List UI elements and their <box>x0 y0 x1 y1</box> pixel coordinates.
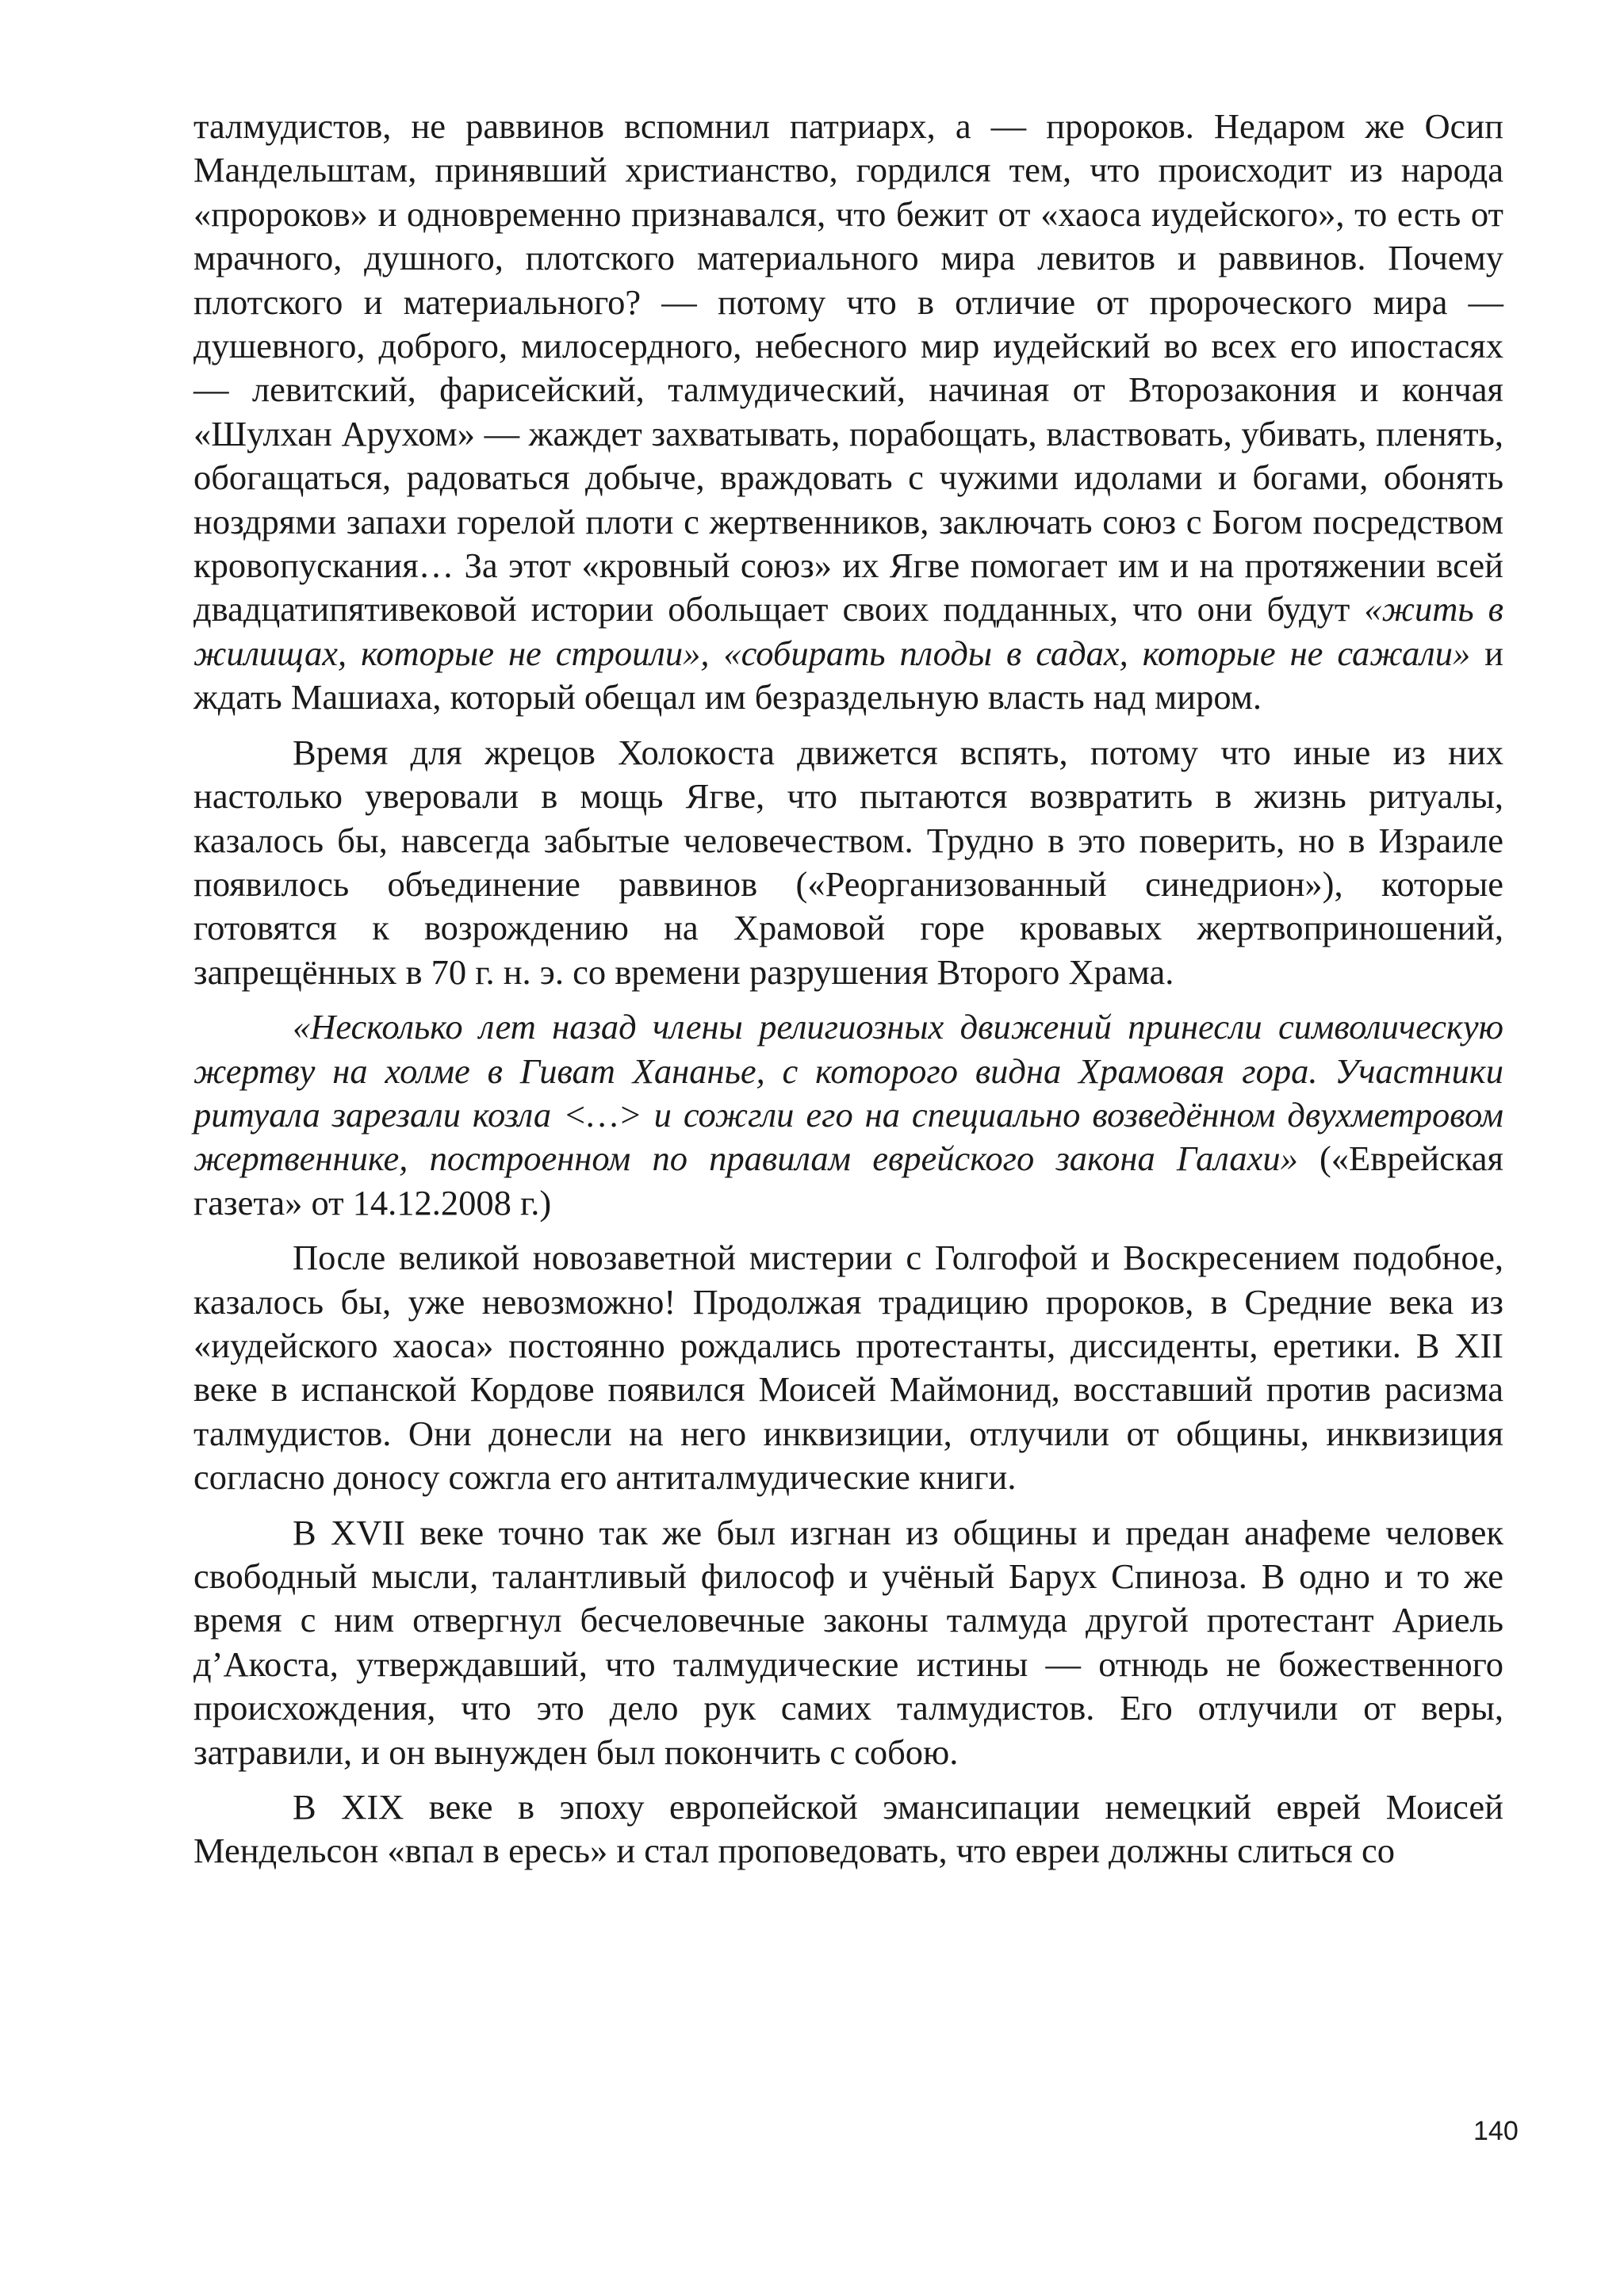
paragraph-3-quotation <box>193 1005 1503 1225</box>
paragraph-1 <box>193 105 1503 720</box>
page-body <box>193 105 1503 1885</box>
paragraph-1-text-start: талмудистов, не раввинов вспомнил патриарх, а — пророков. Недаром же Осип Мандельштам, принявший христианство, гордился тем, что происходит из народа «пророков» и одновременно признавался, что бежит от «хаоса иудейского», то есть от мрачного, душного, плотского материального мира левитов и раввинов. Почему плотского и материального? — потому что в отличие от пророческого мира — душевного, доброго, милосердного, небесного мир иудейский во всех его ипостасях — левитский, фарисейский, талмудический, начиная от Второзакония и кончая «Шулхан Арухом» — жаждет захватывать, порабощать, властвовать, убивать, пленять, обогащаться, радоваться добыче, враждовать с чужими идолами и богами, обонять ноздрями запахи горелой плоти с жертвенников, заключать союз с Богом посредством кровопускания… За этот «кровный союз» их Ягве помогает им и на протяжении всей двадцатипятивековой истории обольщает своих подданных, что они будут <box>193 106 1503 629</box>
paragraph-5: В XVII веке точно так же был изгнан из общины и предан анафеме человек свободный мысли, талантливый философ и учёный Барух Спиноза. В одно и то же время с ним отвергнул бесчеловечные законы талмуда другой протестант Ариель д’Акоста, утверждавший, что талмудические истины — отнюдь не божественного происхождения, что это дело рук самих талмудистов. Его отлучили от веры, затравили, и он вынужден был покончить с собою. <box>193 1512 1503 1772</box>
paragraph-6: В XIX веке в эпоху европейской эмансипации немецкий еврей Моисей Мендельсон «впал в ересь» и стал проповедовать, что евреи должны слиться со <box>193 1787 1503 1871</box>
paragraph-2: Время для жрецов Холокоста движется вспять, потому что иные из них настолько уверовали в мощь Ягве, что пытаются возвратить в жизнь ритуалы, казалось бы, навсегда забытые человечеством. Трудно в это поверить, но в Израиле появилось объединение раввинов («Реорганизованный синедрион»), которые готовятся к возрождению на Храмовой горе кровавых жертвоприношений, запрещённых в 70 г. н. э. со времени разрушения Второго Храма. <box>193 732 1503 992</box>
quote-source: («Еврейская газета» от 14.12.2008 г.) <box>193 1138 1503 1223</box>
page-number: 140 <box>1473 2116 1519 2146</box>
paragraph-1-quote: «жить в жилищах, которые не строили», «собирать плоды в садах, которые не сажали» <box>193 589 1503 673</box>
paragraph-4: После великой новозаветной мистерии с Голгофой и Воскресением подобное, казалось бы, уже невозможно! Продолжая традицию пророков, в Средние века из «иудейского хаоса» постоянно рождались протестанты, диссиденты, еретики. В XII веке в испанской Кордове появился Моисей Маймонид, восставший против расизма талмудистов. Они донесли на него инквизиции, отлучили от общины, инквизиция согласно доносу сожгла его антиталмудические книги. <box>193 1238 1503 1498</box>
paragraph-1-text-end: и ждать Машиаха, который обещал им безраздельную власть над миром. <box>193 633 1503 718</box>
newspaper-quote: «Несколько лет назад члены религиозных движений принесли символическую жертву на холме в Гиват Хананье, с которого видна Храмовая гора. Участники ритуала зарезали козла <…> и сожгли его на специально возведённом двухметровом жертвеннике, построенном по правилам еврейского закона Галахи» <box>193 1007 1503 1179</box>
